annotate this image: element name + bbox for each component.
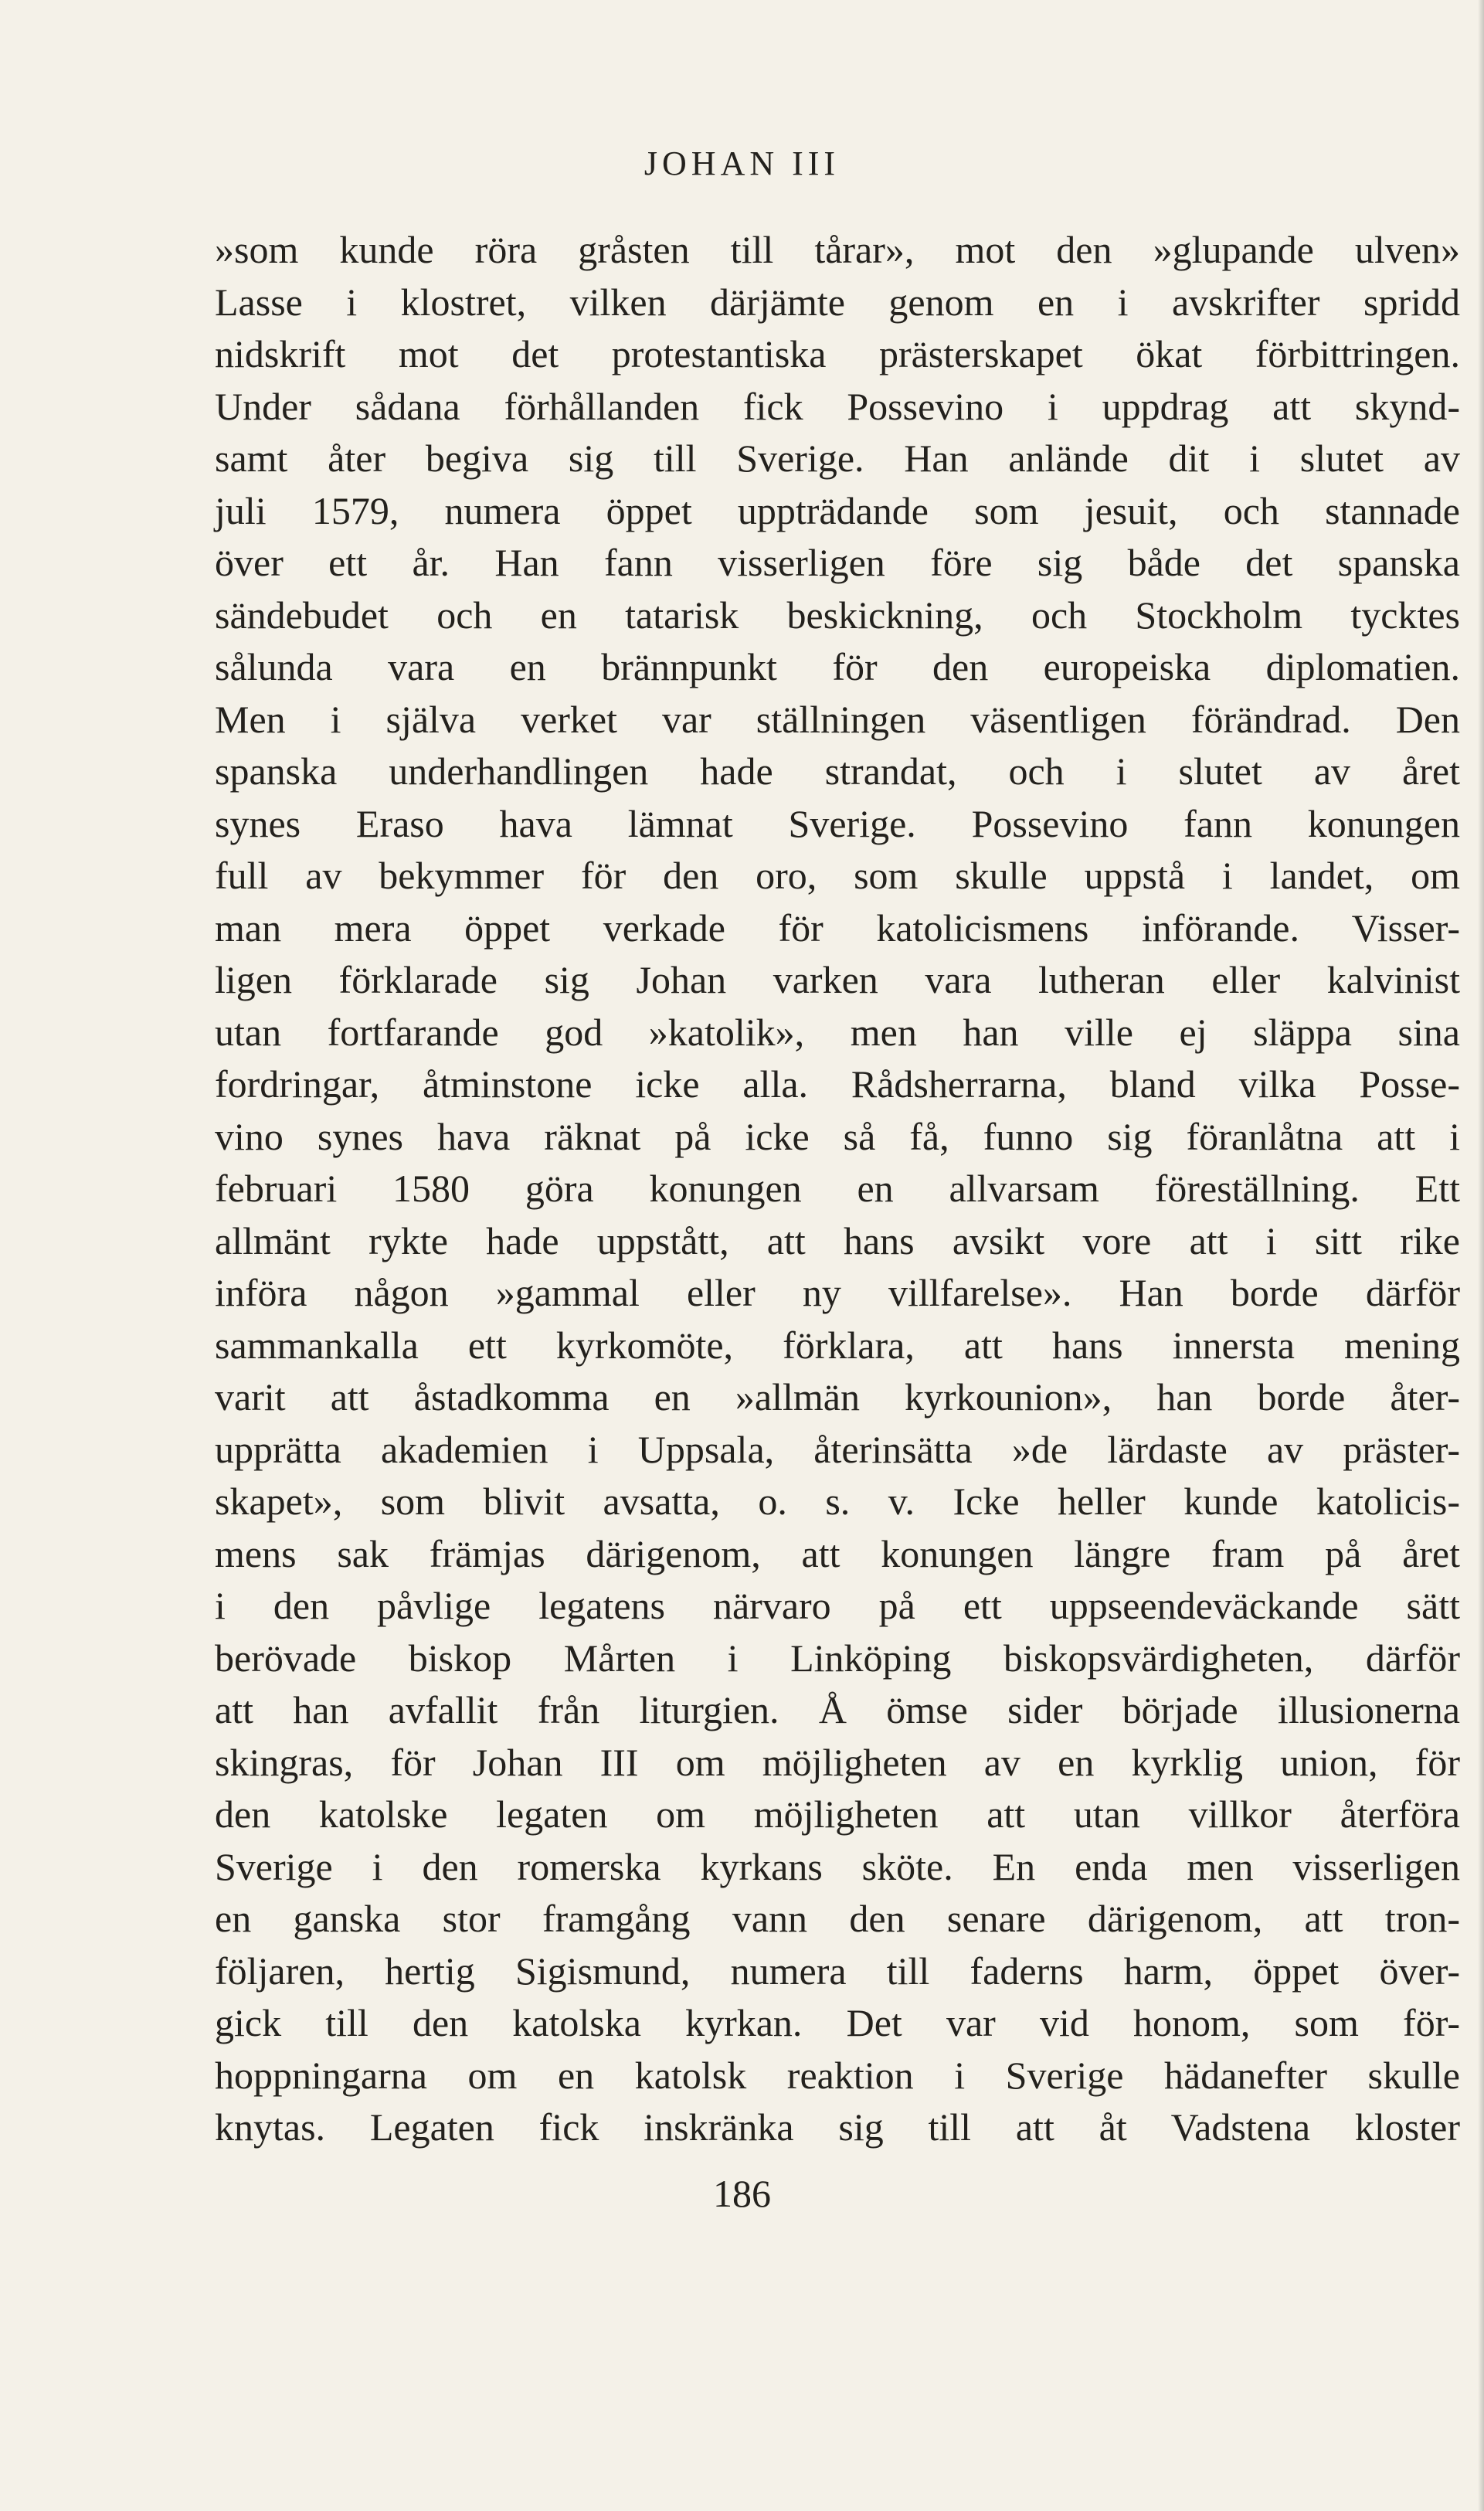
text-line: att han avfallit från liturgien. Å ömse sider började illusionerna xyxy=(215,1688,1460,1731)
text-line: juli 1579, numera öppet uppträdande som jesuit, och stannade xyxy=(215,488,1460,532)
text-line: sålunda vara en brännpunkt för den europeiska diplomatien. xyxy=(215,645,1460,688)
text-line: full av bekymmer för den oro, som skulle uppstå i landet, om xyxy=(215,854,1460,897)
text-line: varit att åstadkomma en »allmän kyrkounion», han borde åter- xyxy=(215,1375,1460,1419)
text-line: upprätta akademien i Uppsala, återinsätta »de lärdaste av präster- xyxy=(215,1427,1460,1471)
text-line: Lasse i klostret, vilken därjämte genom en i avskrifter spridd xyxy=(215,280,1460,324)
text-line: sändebudet och en tatarisk beskickning, och Stockholm tycktes xyxy=(215,593,1460,637)
text-line: spanska underhandlingen hade strandat, och i slutet av året xyxy=(215,749,1460,793)
text-line: gick till den katolska kyrkan. Det var vid honom, som för- xyxy=(215,2001,1460,2044)
text-line: synes Eraso hava lämnat Sverige. Possevino fann konungen xyxy=(215,801,1460,845)
text-line: sammankalla ett kyrkomöte, förklara, att hans innersta mening xyxy=(215,1323,1460,1367)
page-number: 186 xyxy=(713,2172,771,2215)
text-line: Under sådana förhållanden fick Possevino i uppdrag att skynd- xyxy=(215,384,1460,428)
text-line: ligen förklarade sig Johan varken vara lutheran eller kalvinist xyxy=(215,958,1460,1001)
text-line: skingras, för Johan III om möjligheten av en kyrklig union, för xyxy=(215,1740,1460,1784)
body-text xyxy=(215,224,1460,2154)
text-line: berövade biskop Mårten i Linköping biskopsvärdigheten, därför xyxy=(215,1636,1460,1680)
text-line: samt åter begiva sig till Sverige. Han anlände dit i slutet av xyxy=(215,437,1460,480)
text-line: Sverige i den romerska kyrkans sköte. En enda men visserligen xyxy=(215,1844,1460,1888)
text-line: »som kunde röra gråsten till tårar», mot den »glupande ulven» xyxy=(215,228,1460,271)
text-line: över ett år. Han fann visserligen före sig både det spanska xyxy=(215,541,1460,584)
text-line: februari 1580 göra konungen en allvarsam föreställning. Ett xyxy=(215,1167,1460,1210)
text-line: Men i själva verket var ställningen väsentligen förändrad. Den xyxy=(215,697,1460,741)
text-line: mens sak främjas därigenom, att konungen längre fram på året xyxy=(215,1531,1460,1575)
text-line: fordringar, åtminstone icke alla. Rådsherrarna, bland vilka Posse- xyxy=(215,1062,1460,1106)
text-line: knytas. Legaten fick inskränka sig till att åt Vadstena kloster xyxy=(215,2105,1460,2149)
text-line: en ganska stor framgång vann den senare därigenom, att tron- xyxy=(215,1897,1460,1940)
text-line: följaren, hertig Sigismund, numera till faderns harm, öppet över- xyxy=(215,1949,1460,1993)
page-edge-shadow xyxy=(1478,0,1484,2511)
text-line: vino synes hava räknat på icke så få, funno sig föranlåtna att i xyxy=(215,1114,1460,1158)
text-line: allmänt rykte hade uppstått, att hans avsikt vore att i sitt rike xyxy=(215,1218,1460,1262)
text-line: nidskrift mot det protestantiska prästerskapet ökat förbittringen. xyxy=(215,332,1460,375)
text-line: införa någon »gammal eller ny villfarelse». Han borde därför xyxy=(215,1271,1460,1314)
text-line: i den påvlige legatens närvaro på ett uppseendeväckande sätt xyxy=(215,1584,1460,1627)
text-line: hoppningarna om en katolsk reaktion i Sverige hädanefter skulle xyxy=(215,2053,1460,2097)
text-line: skapet», som blivit avsatta, o. s. v. Icke heller kunde katolicis- xyxy=(215,1480,1460,1523)
text-line: utan fortfarande god »katolik», men han ville ej släppa sina xyxy=(215,1010,1460,1054)
text-line: man mera öppet verkade för katolicismens införande. Visser- xyxy=(215,906,1460,950)
text-line: den katolske legaten om möjligheten att utan villkor återföra xyxy=(215,1792,1460,1836)
running-head: JOHAN III xyxy=(644,144,840,182)
